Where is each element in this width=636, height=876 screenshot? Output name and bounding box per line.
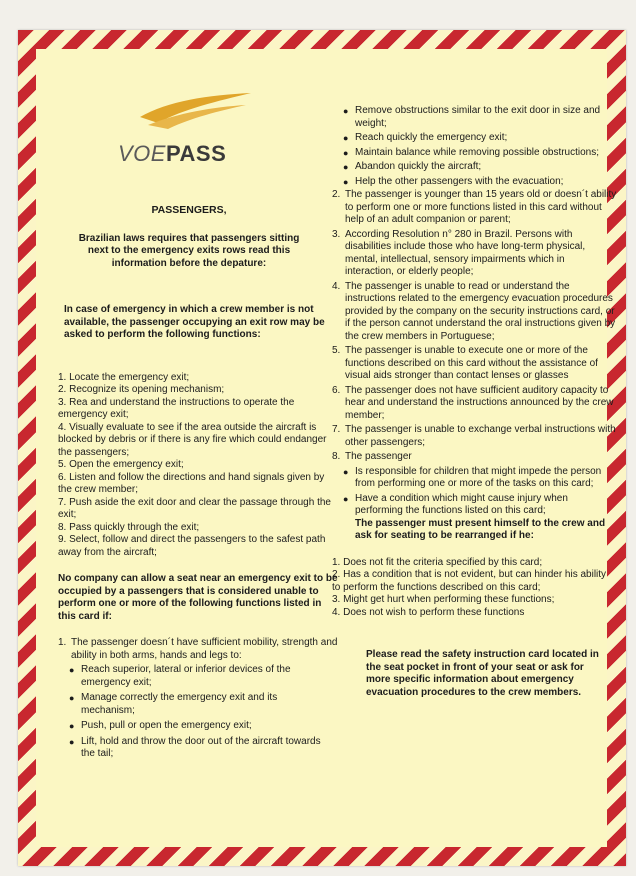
present-notice: The passenger must present himself to the crew and ask for seating to be rearranged if he: <box>355 517 606 541</box>
list-item: 4. Visually evaluate to see if the area outside the aircraft is <box>58 421 317 433</box>
condition-item: 1. The passenger doesn´t have sufficient mobility, strength and ability in both arms, hands and legs to: <box>58 637 338 661</box>
left-column <box>58 204 338 761</box>
bullet-item: ● Remove obstructions similar to the exit door in size and weight; <box>343 105 601 129</box>
bullet-icon: ● <box>69 693 75 703</box>
condition8-bullets <box>332 466 616 518</box>
list-item: away from the aircraft; <box>58 546 157 558</box>
emergency-intro: In case of emergency in which a crew member is not available, the passenger occupying an exit row may be asked to perform the following functions: <box>64 304 325 340</box>
bullet-item: ● Manage correctly the emergency exit and its mechanism; <box>69 692 278 716</box>
condition-item: 6. The passenger does not have sufficient auditory capacity to hear and understand the instructions announced by the crew member; <box>332 384 614 421</box>
bullet-item: ● Help the other passengers with the evacuation; <box>343 175 564 187</box>
bullet-item: ● Reach superior, lateral or inferior devices of the emergency exit; <box>69 664 291 688</box>
company-notice: No company can allow a seat near an emergency exit to be occupied by a passengers that is considered unable to perform one or more of the following functions listed in this card if: <box>58 573 338 622</box>
condition-item: 7. The passenger is unable to exchange verbal instructions with other passengers; <box>332 424 616 448</box>
intro-paragraph: Brazilian laws requires that passengers sitting next to the emergency exits rows read this information before the depature: <box>78 232 300 269</box>
list-item: blocked by debris or if there is any fire which could endanger <box>58 434 327 445</box>
condition-item: 2. The passenger is younger than 15 years old or doesn´t ability to perform one or more functions listed in this card without help of an adult companion or parent; <box>332 189 617 225</box>
brand-name-part2: PASS <box>165 141 227 166</box>
list-item: 4. Does not wish to perform these functions <box>332 606 525 618</box>
bullet-icon: ● <box>69 665 75 675</box>
list-item: the passengers; <box>58 446 130 458</box>
list-item: 8. Pass quickly through the exit; <box>58 521 200 533</box>
passengers-title: PASSENGERS, <box>151 204 227 216</box>
condition1-bullets-cont <box>332 105 616 188</box>
functions-list <box>58 371 331 560</box>
wing-logo-icon <box>138 91 253 131</box>
list-item: 1. Does not fit the criteria specified by this card; <box>332 556 543 568</box>
safety-card <box>18 30 626 866</box>
list-item: 7. Push aside the exit door and clear the passage through the <box>58 496 331 508</box>
list-item: 3. Rea and understand the instructions to operate the <box>58 396 295 408</box>
list-item: the crew member; <box>58 484 139 495</box>
bullet-icon: ● <box>343 466 349 477</box>
bullet-item: ● Lift, hold and throw the door out of the aircraft towards the tail; <box>69 735 321 759</box>
final-notice: Please read the safety instruction card located in the seat pocket in front of your seat or ask for more specific information about emergency evacuation procedures to the crew members. <box>366 649 599 698</box>
right-column <box>332 105 616 699</box>
list-item: to perform the functions described on this card; <box>332 581 541 593</box>
list-item: 6. Listen and follow the directions and hand signals given by <box>58 471 325 483</box>
list-item: emergency exit; <box>58 409 129 420</box>
bullet-icon: ● <box>343 106 349 116</box>
bullet-item: ● Reach quickly the emergency exit; <box>343 132 508 143</box>
list-item: 3. Might get hurt when performing these functions; <box>332 594 555 605</box>
brand-name-part1: VOE <box>118 141 166 166</box>
bullet-icon: ● <box>69 736 75 747</box>
bullet-icon: ● <box>343 493 349 504</box>
list-item: 5. Open the emergency exit; <box>58 459 184 470</box>
bullet-item: ● Is responsible for children that might impede the person from performing one or more of the tasks on this card; <box>343 465 602 489</box>
condition1-bullets <box>58 664 320 761</box>
card-content <box>36 49 617 847</box>
rearrange-list <box>332 557 616 620</box>
bullet-icon: ● <box>343 162 349 172</box>
list-item: 1. Locate the emergency exit; <box>58 371 190 383</box>
bullet-item: ● Push, pull or open the emergency exit; <box>69 720 252 731</box>
condition-item: 3. According Resolution n° 280 in Brazil. Persons with disabilities include those who have long-term physical, mental, intellectual, sensory impairments which in interaction, or elderly people; <box>332 228 586 277</box>
brand-name <box>118 141 226 167</box>
bullet-item: ● Have a condition which might cause injury when performing the functions listed on this card; <box>343 492 568 516</box>
conditions-list <box>332 189 616 464</box>
condition-item: 5. The passenger is unable to execute one or more of the functions described on this card without the assistance of visual aids stronger than contact lenses or glasses <box>332 345 598 381</box>
bullet-item: ● Maintain balance while removing possible obstructions; <box>343 146 600 158</box>
list-item: 9. Select, follow and direct the passengers to the safest path <box>58 534 326 545</box>
list-item: 2. Has a condition that is not evident, but can hinder his ability <box>332 569 607 580</box>
bullet-icon: ● <box>343 176 349 187</box>
bullet-icon: ● <box>343 133 349 143</box>
condition-item: 4. The passenger is unable to read or understand the instructions related to the emergency evacuation procedures provided by the company on the security instructions card, or if the person cannot understand the oral instructions given by the crew members in Portuguese; <box>332 280 616 342</box>
voepass-logo <box>118 91 248 171</box>
bullet-icon: ● <box>69 721 75 731</box>
bullet-icon: ● <box>343 147 349 158</box>
condition-item: 8. The passenger <box>332 451 412 462</box>
bullet-item: ● Abandon quickly the aircraft; <box>343 161 482 172</box>
list-item: 2. Recognize its opening mechanism; <box>58 384 225 395</box>
list-item: exit; <box>58 509 77 520</box>
